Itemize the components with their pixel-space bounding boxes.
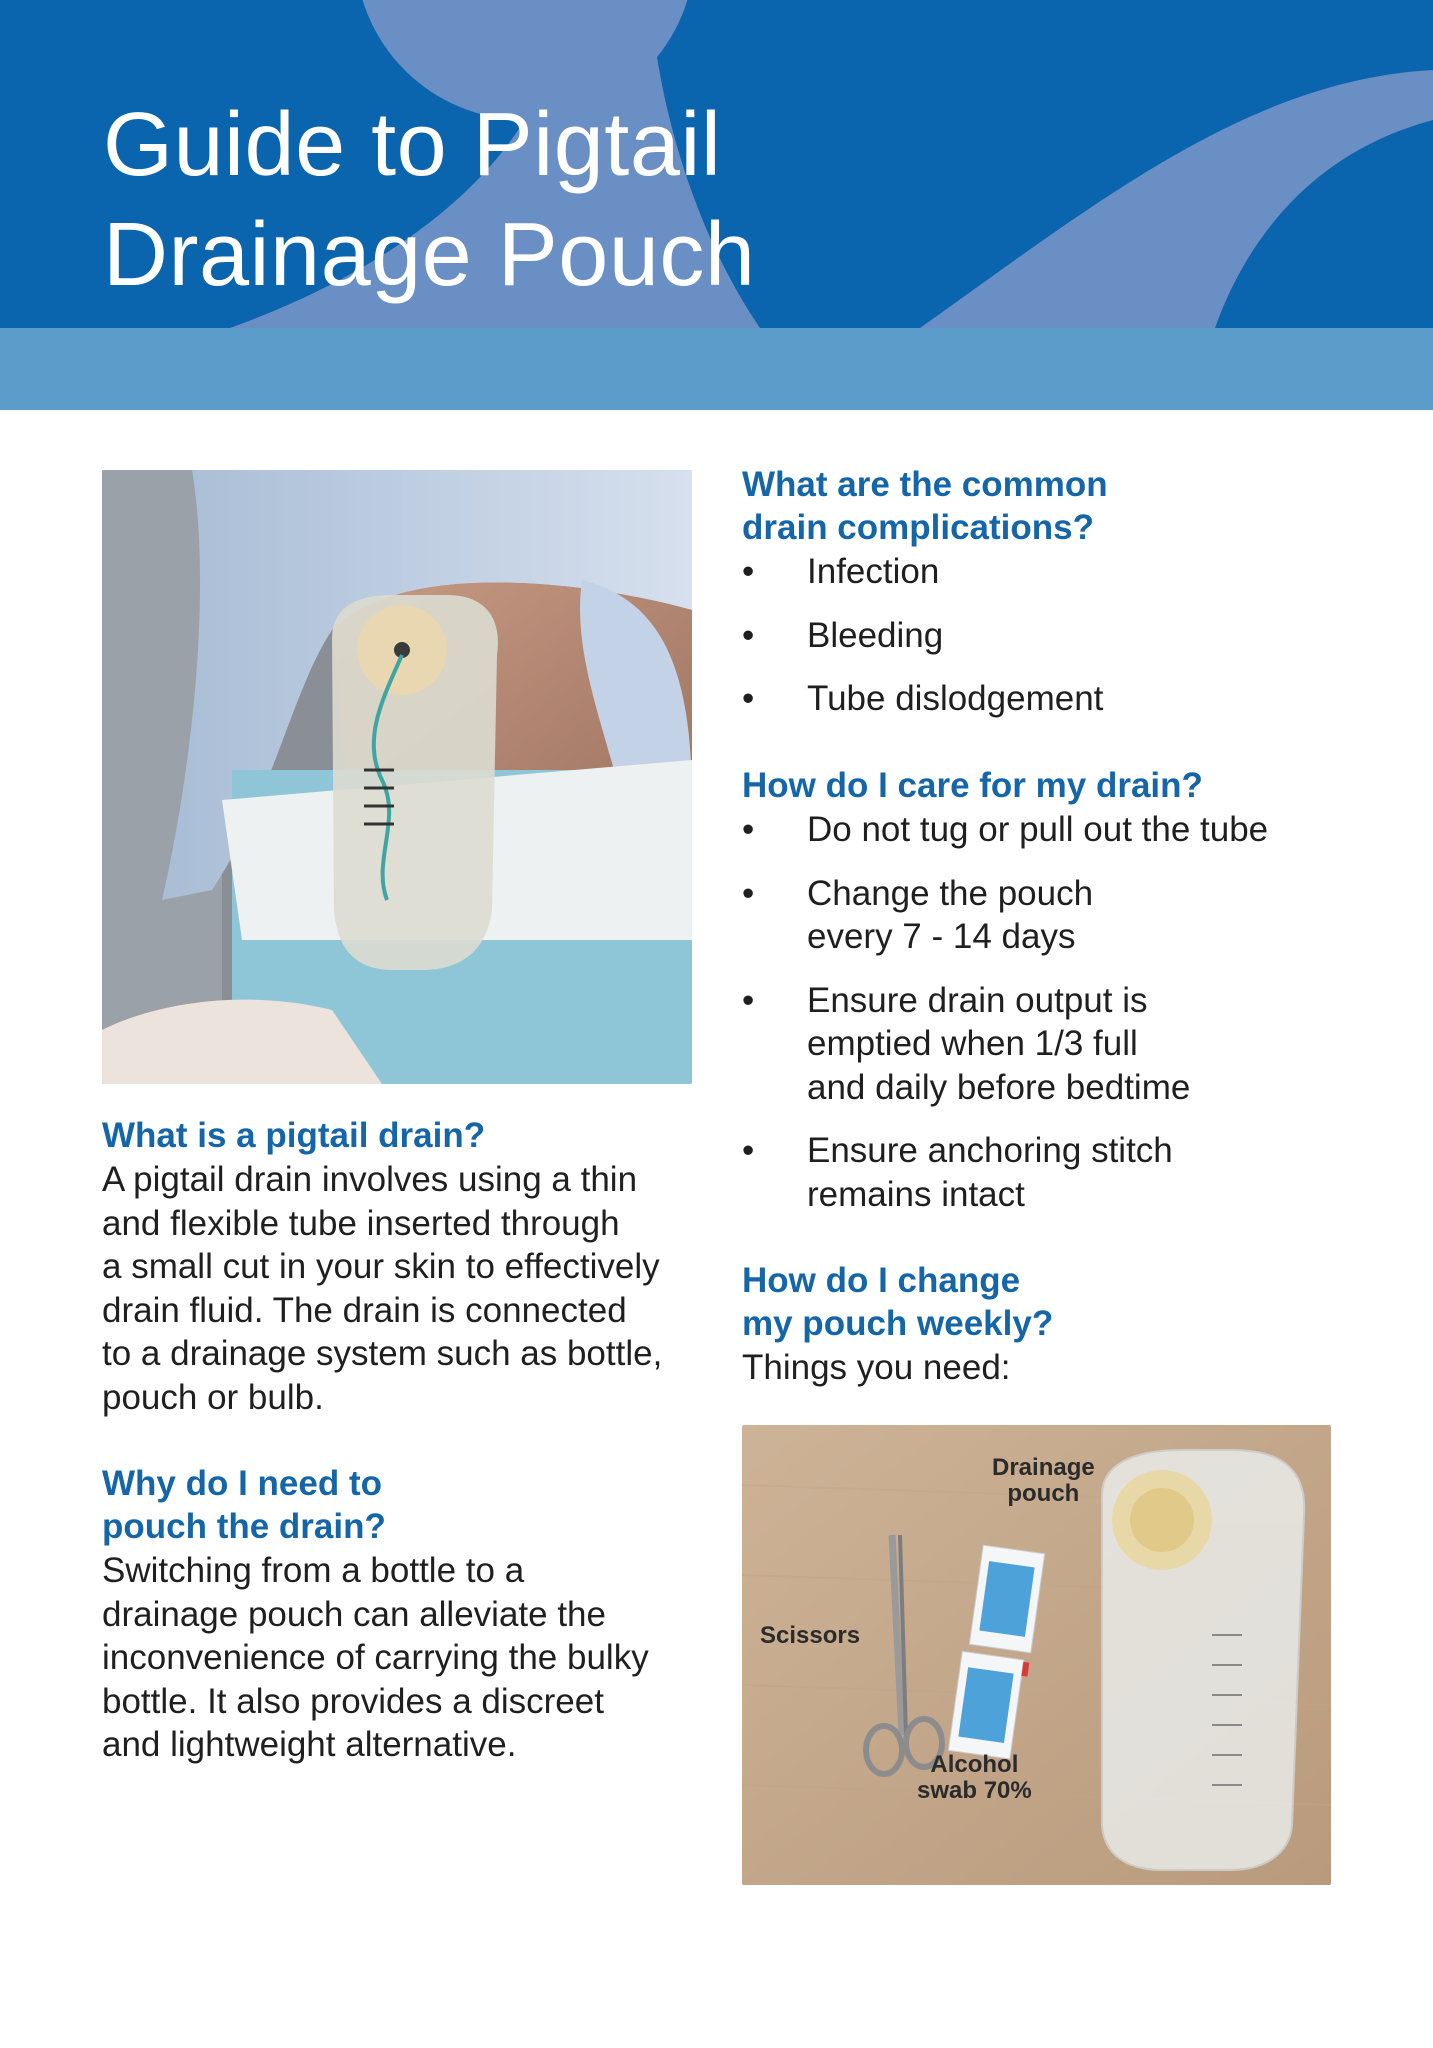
heading-line: my pouch weekly?: [742, 1304, 1054, 1343]
supplies-photo: [742, 1425, 1331, 1885]
bullet-icon: •: [742, 1131, 755, 1170]
pigtail-drain-body: [102, 1158, 662, 1419]
scissors-label: Scissors: [760, 1622, 861, 1649]
swab-label: Alcohol swab 70%: [917, 1751, 1032, 1804]
bullet-icon: •: [742, 679, 755, 718]
drain-photo: [102, 470, 692, 1084]
list-item: • Ensure anchoring stitch remains intact: [742, 1131, 1173, 1214]
bullet-icon: •: [742, 615, 755, 655]
body-line: drain fluid. The drain is connected: [102, 1290, 627, 1330]
body-line: and flexible tube inserted through: [102, 1203, 620, 1243]
body-line: to a drainage system such as bottle,: [102, 1334, 663, 1373]
why-pouch-body: [102, 1549, 649, 1767]
list-item: • Do not tug or pull out the tube: [742, 808, 1268, 852]
list-item: • Tube dislodgement: [742, 677, 1103, 721]
bullet-icon: •: [742, 810, 755, 849]
heading-line: How do I change: [742, 1261, 1021, 1300]
body-line: Switching from a bottle to a: [102, 1551, 525, 1590]
pigtail-drain-heading: What is a pigtail drain?: [102, 1116, 486, 1155]
complications-heading: [742, 463, 1108, 549]
body-line: A pigtail drain involves using a thin: [102, 1160, 638, 1199]
body-line: bottle. It also provides a discreet: [102, 1681, 604, 1721]
drain-photo-image: [102, 470, 692, 1084]
bullet-icon: •: [742, 873, 755, 913]
page-title-line-2: Drainage Pouch: [103, 205, 756, 305]
body-line: inconvenience of carrying the bulky: [102, 1638, 649, 1677]
pouch-label: Drainage pouch: [992, 1454, 1095, 1507]
bullet-icon: •: [742, 552, 755, 591]
list-item: • Change the pouch every 7 - 14 days: [742, 873, 1094, 956]
why-pouch-heading: [102, 1462, 386, 1548]
body-line: and lightweight alternative.: [102, 1725, 517, 1764]
heading-line: Why do I need to: [102, 1464, 382, 1503]
body-line: a small cut in your skin to effectively: [102, 1247, 660, 1286]
complications-list: [742, 550, 1103, 721]
header-band: [0, 328, 1433, 410]
page-title: [103, 90, 755, 310]
body-line: pouch or bulb.: [102, 1377, 324, 1417]
list-item: • Ensure drain output is emptied when 1/3 full and daily before bedtime: [742, 980, 1191, 1107]
heading-line: pouch the drain?: [102, 1507, 386, 1546]
care-list: [742, 808, 1268, 1216]
things-you-need-text: Things you need:: [742, 1348, 1011, 1387]
heading-line: What are the common: [742, 465, 1108, 504]
list-item: • Bleeding: [742, 614, 1103, 658]
header-banner: [0, 0, 1433, 328]
bullet-icon: •: [742, 980, 755, 1020]
care-heading: How do I care for my drain?: [742, 766, 1203, 805]
page-title-line-1: Guide to Pigtail: [103, 95, 722, 195]
list-item: • Infection: [742, 550, 1103, 594]
drainage-pouch-icon: [1102, 1450, 1304, 1870]
heading-line: drain complications?: [742, 508, 1094, 547]
body-line: drainage pouch can alleviate the: [102, 1594, 606, 1634]
change-heading: [742, 1259, 1053, 1345]
